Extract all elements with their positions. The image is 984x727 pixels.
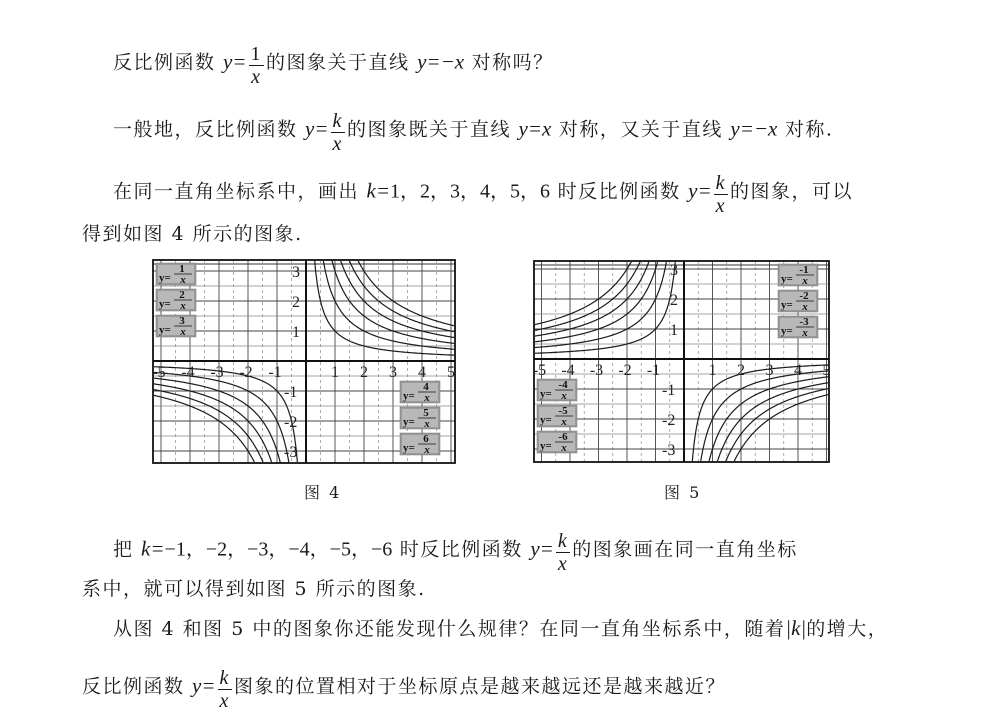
x-tick-label: 3 [389, 364, 397, 381]
denominator: x [332, 133, 343, 155]
k-equals: k= [366, 178, 391, 203]
text: 的图象关于直线 [266, 51, 418, 74]
question-pattern-line1 [113, 616, 888, 641]
text: 的增大， [806, 618, 889, 640]
x-tick-label: 2 [360, 364, 368, 381]
svg-text:6: 6 [423, 433, 429, 445]
svg-text:x: x [424, 444, 430, 456]
question-symmetry-y-neg-x [113, 41, 554, 86]
svg-text:y=: y= [540, 414, 552, 426]
x-tick-label: -2 [618, 362, 632, 379]
svg-text:y=: y= [540, 440, 552, 452]
equation-lhs: y= [192, 673, 216, 698]
legend-item [156, 315, 196, 338]
numerator: k [332, 110, 343, 132]
svg-text:-4: -4 [558, 379, 568, 391]
svg-text:y=: y= [781, 273, 793, 285]
legend-item [400, 381, 440, 404]
svg-text:x: x [424, 418, 430, 430]
x-tick-label: -2 [239, 364, 253, 381]
instruction-negative-k [113, 528, 798, 573]
text: 时反比例函数 [392, 538, 531, 561]
y-tick-label: 3 [670, 262, 678, 279]
text: 反比例函数 [82, 675, 193, 698]
svg-text:y=: y= [781, 299, 793, 311]
equation-lhs: y= [305, 116, 329, 141]
legend-item [400, 407, 440, 430]
fraction-k-over-x [556, 530, 570, 575]
numerator: k [219, 667, 230, 689]
equation-lhs: y= [688, 178, 712, 203]
legend-item [537, 405, 577, 428]
fraction-1-over-x [249, 43, 265, 88]
figure-4-caption: 图 4 [304, 483, 342, 502]
equation-line: y=x [518, 116, 552, 141]
y-tick-label: -3 [662, 442, 676, 459]
text: 对称吗？ [464, 51, 554, 74]
svg-text:1: 1 [179, 263, 185, 275]
equation-line: y=−x [730, 116, 778, 141]
y-tick-label: -2 [284, 414, 298, 431]
equation-lhs: y= [530, 536, 554, 561]
y-tick-label: -3 [284, 444, 298, 461]
legend-item [778, 264, 818, 287]
k-equals: k= [141, 536, 165, 561]
text: 一般地，反比例函数 [113, 118, 306, 141]
svg-text:x: x [424, 392, 430, 404]
svg-text:x: x [561, 442, 567, 454]
svg-text:y=: y= [781, 325, 793, 337]
svg-text:y=: y= [159, 298, 171, 310]
svg-text:x: x [180, 326, 186, 338]
fraction-k-over-x [331, 110, 345, 155]
legend-item [537, 379, 577, 402]
legend-item [537, 431, 577, 454]
text: 图象的位置相对于坐标原点是越来越远还是越来越近？ [233, 675, 726, 698]
svg-text:x: x [802, 327, 808, 339]
denominator: x [251, 66, 262, 88]
svg-text:y=: y= [540, 388, 552, 400]
text: 的图象画在同一直角坐标 [572, 538, 798, 561]
fraction-k-over-x [714, 172, 728, 217]
denominator: x [557, 553, 569, 575]
svg-text:y=: y= [159, 272, 171, 284]
text: 对称，又关于直线 [551, 118, 731, 141]
equation-lhs: y= [223, 49, 247, 74]
x-tick-label: 3 [765, 362, 774, 379]
svg-text:y=: y= [403, 390, 415, 402]
x-tick-label: 1 [708, 362, 717, 379]
text: 反比例函数 [113, 51, 224, 74]
legend-item [778, 316, 818, 339]
k-values: −1，−2，−3，−4，−5，−6 [164, 538, 393, 561]
figure-5-graph [533, 260, 830, 463]
x-tick-label: 5 [447, 364, 455, 381]
x-tick-label: -1 [646, 362, 661, 379]
x-tick-label: 4 [418, 364, 426, 381]
svg-text:y=: y= [403, 416, 415, 428]
svg-text:x: x [180, 274, 186, 286]
svg-text:-1: -1 [799, 264, 809, 276]
text: 对称. [777, 118, 834, 141]
x-tick-label: -3 [210, 364, 224, 381]
svg-text:y=: y= [159, 324, 171, 336]
statement-symmetry [113, 108, 833, 153]
svg-text:-2: -2 [799, 290, 809, 302]
x-tick-label: -4 [181, 364, 195, 381]
numerator: k [715, 172, 727, 194]
y-tick-label: 2 [670, 292, 678, 309]
denominator: x [219, 690, 230, 712]
text: 在同一直角坐标系中，画出 [113, 180, 367, 203]
legend-item [156, 263, 196, 286]
svg-text:2: 2 [179, 289, 185, 301]
y-tick-label: 1 [292, 324, 300, 341]
figure-5-caption: 图 5 [664, 483, 702, 502]
svg-text:4: 4 [423, 381, 429, 393]
text: 时反比例函数 [550, 180, 689, 203]
svg-text:x: x [802, 301, 808, 313]
instruction-positive-k [113, 170, 853, 215]
y-tick-label: -1 [284, 384, 298, 401]
y-tick-label: 2 [292, 294, 300, 311]
svg-text:3: 3 [179, 315, 185, 327]
text: 的图象既关于直线 [346, 118, 519, 141]
x-tick-label: -1 [268, 364, 282, 381]
y-tick-label: -2 [662, 412, 676, 429]
svg-text:x: x [180, 300, 186, 312]
equation-line: y=−x [417, 49, 465, 74]
instruction-negative-k-line2: 系中，就可以得到如图 5 所示的图象. [82, 578, 426, 600]
text: 从图 4 和图 5 中的图象你还能发现什么规律？在同一直角坐标系中，随着 [113, 618, 786, 640]
instruction-positive-k-line2: 得到如图 4 所示的图象. [82, 223, 303, 245]
svg-text:-5: -5 [558, 405, 568, 417]
svg-text:x: x [561, 416, 567, 428]
fraction-k-over-x [218, 667, 232, 712]
figure-4-graph [152, 259, 456, 464]
legend-item [400, 433, 440, 456]
denominator: x [715, 195, 727, 217]
legend-item [778, 290, 818, 313]
abs-k: |k| [785, 616, 807, 640]
y-tick-label: 1 [670, 322, 678, 339]
legend-item [156, 289, 196, 312]
numerator: 1 [250, 43, 263, 65]
text: 把 [113, 538, 142, 561]
x-tick-label: 1 [331, 364, 339, 381]
k-values: 1，2，3，4，5，6 [390, 180, 551, 203]
svg-text:x: x [802, 275, 808, 287]
svg-text:-6: -6 [558, 431, 568, 443]
y-tick-label: 3 [292, 264, 300, 281]
y-tick-label: -1 [662, 382, 676, 399]
svg-text:y=: y= [403, 442, 415, 454]
x-tick-label: 2 [737, 362, 745, 379]
x-tick-label: 4 [794, 362, 802, 379]
x-tick-label: 5 [822, 362, 830, 379]
svg-text:-3: -3 [799, 316, 809, 328]
x-tick-label: -5 [533, 362, 547, 379]
question-pattern-line2 [82, 665, 726, 710]
x-tick-label: -3 [589, 362, 604, 379]
svg-text:5: 5 [423, 407, 429, 419]
text: 的图象，可以 [730, 180, 854, 203]
numerator: k [557, 530, 569, 552]
svg-text:x: x [561, 390, 567, 402]
x-tick-label: -5 [152, 364, 166, 381]
x-tick-label: -4 [561, 362, 575, 379]
